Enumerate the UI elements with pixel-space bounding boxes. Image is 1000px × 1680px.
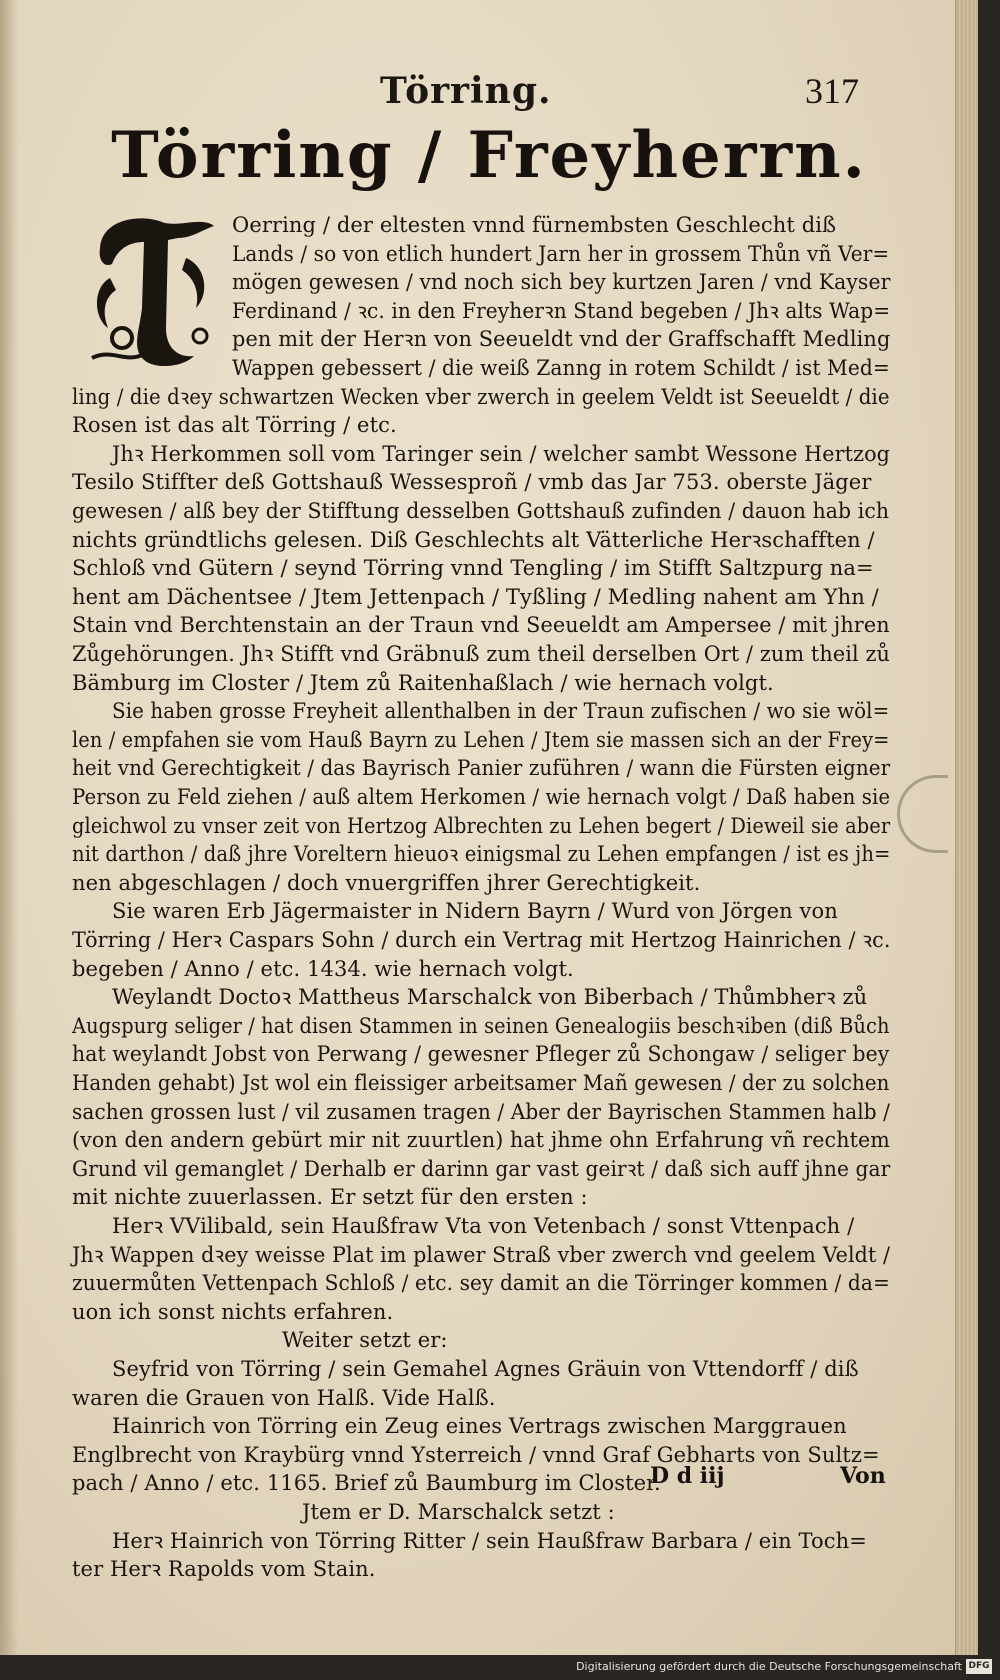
signature-mark: D d iij: [650, 1463, 725, 1489]
clip-mark: [897, 775, 948, 853]
text-line: Sie waren Erb Jägermaister in Nidern Bayrn / Wurd von Jörgen von: [112, 899, 838, 924]
gutter-shadow: [0, 0, 18, 1655]
text-line: Sie haben grosse Freyheit allenthalben in der Traun zufischen / wo sie wöl=: [112, 699, 890, 724]
text-line: Schloß vnd Gütern / seynd Törring vnnd Tengling / im Stifft Saltzpurg na=: [72, 556, 874, 581]
text-line: len / empfahen sie vom Hauß Bayrn zu Lehen / Jtem sie massen sich an der Frey=: [72, 727, 890, 752]
text-line: sachen grossen lust / vil zusamen tragen / Aber der Bayrischen Stammen halb /: [72, 1099, 891, 1124]
decorated-initial: [82, 208, 222, 370]
text-line: nit darthon / daß jhre Voreltern hieuoꝛ einigsmal zu Lehen empfangen / ist es jh=: [72, 842, 891, 867]
dfg-logo-icon: DFG: [966, 1659, 992, 1674]
text-line: gewesen / alß bey der Stifftung desselben Gottshauß zufinden / dauon hab ich: [72, 499, 890, 523]
text-line: gleichwol zu vnser zeit von Hertzog Albrechten zu Lehen begert / Dieweil sie aber: [72, 813, 891, 838]
funding-credit: Digitalisierung gefördert durch die Deutsche Forschungsgemeinschaft: [576, 1660, 962, 1673]
text-line: Grund vil gemanglet / Derhalb er darinn gar vast geirꝛt / daß sich auff jhne gar: [72, 1156, 891, 1181]
text-line: Ferdinand / ꝛc. in den Freyherꝛn Stand begeben / Jhꝛ alts Wap=: [232, 298, 891, 323]
text-line: Tesilo Stiffter deß Gottshauß Wessesproñ / vmb das Jar 753. oberste Jäger: [72, 470, 872, 495]
text-line: Weylandt Doctoꝛ Mattheus Marschalck von Biberbach / Thůmbherꝛ zů: [112, 985, 868, 1010]
text-line: ter Herꝛ Rapolds vom Stain.: [72, 1557, 376, 1582]
text-line: Weiter setzt er:: [282, 1328, 448, 1353]
text-line: nichts gründtlichs gelesen. Diß Geschlechts alt Vätterliche Herꝛschafften /: [72, 527, 875, 552]
text-line: Wappen gebessert / die weiß Zanng in rotem Schildt / ist Med=: [232, 356, 890, 380]
text-line: zuuermůten Vettenpach Schloß / etc. sey damit an die Törringer kommen / da=: [72, 1271, 890, 1296]
text-line: hent am Dächentsee / Jtem Jettenpach / Tyßling / Medling nahent am Yhn /: [72, 584, 879, 609]
text-line: ling / die dꝛey schwartzen Wecken vber zwerch in geelem Veldt ist Seeueldt / die: [72, 384, 890, 409]
text-line: uon ich sonst nichts erfahren.: [72, 1299, 394, 1324]
text-line: Herꝛ Hainrich von Törring Ritter / sein Haußfraw Barbara / ein Toch=: [112, 1528, 867, 1553]
text-line: Seyfrid von Törring / sein Gemahel Agnes Gräuin von Vttendorff / diß: [112, 1357, 859, 1381]
text-line: nen abgeschlagen / doch vnuergriffen jhrer Gerechtigkeit.: [72, 870, 701, 895]
text-line: waren die Grauen von Halß. Vide Halß.: [72, 1385, 496, 1410]
text-line: mit nichte zuuerlassen. Er setzt für den ersten :: [72, 1185, 588, 1210]
text-line: Stain vnd Berchtenstain an der Traun vnd Seeueldt am Ampersee / mit jhren: [72, 613, 890, 638]
text-line: Törring / Herꝛ Caspars Sohn / durch ein Vertrag mit Hertzog Hainrichen / ꝛc.: [72, 928, 891, 952]
text-line: Person zu Feld ziehen / auß altem Herkomen / wie hernach volgt / Daß haben sie: [72, 785, 891, 809]
text-line: hat weylandt Jobst von Perwang / gewesner Pfleger zů Schongaw / seliger bey: [72, 1042, 890, 1067]
text-line: Oerring / der eltesten vnnd fürnembsten Geschlecht diß: [232, 213, 837, 237]
text-line: Lands / so von etlich hundert Jarn her in grossem Thůn vñ Ver=: [232, 241, 890, 266]
text-line: Herꝛ VVilibald, sein Haußfraw Vta von Vetenbach / sonst Vttenpach /: [112, 1214, 855, 1238]
text-line: begeben / Anno / etc. 1434. wie hernach volgt.: [72, 956, 574, 981]
text-line: Jhꝛ Wappen dꝛey weisse Plat im plawer Straß vber zwerch vnd geelem Veldt /: [72, 1242, 891, 1267]
text-line: Rosen ist das alt Törring / etc.: [72, 413, 397, 438]
page-title: Törring / Freyherrn.: [111, 118, 867, 193]
page-edges: [955, 0, 978, 1655]
text-line: heit vnd Gerechtigkeit / das Bayrisch Panier zuführen / wann die Fürsten eigner: [72, 756, 891, 781]
text-line: Englbrecht von Kraybürg vnnd Ysterreich / vnnd Graf Gebharts von Sultz=: [72, 1442, 880, 1467]
page-footer: [0, 1463, 978, 1497]
text-line: pach / Anno / etc. 1165. Brief zů Baumburg im Closter.: [72, 1471, 661, 1496]
text-line: Hainrich von Törring ein Zeug eines Vertrags zwischen Marggrauen: [112, 1414, 847, 1439]
text-line: mögen gewesen / vnd noch sich bey kurtzen Jaren / vnd Kayser: [232, 270, 891, 295]
text-line: Augspurg seliger / hat disen Stammen in seinen Genealogiis beschꝛiben (diß Bůch: [72, 1013, 890, 1038]
text-line: Jhꝛ Herkommen soll vom Taringer sein / welcher sambt Wessone Hertzog: [112, 441, 891, 466]
catchword: Von: [840, 1463, 886, 1489]
text-line: Handen gehabt) Jst wol ein fleissiger arbeitsamer Mañ gewesen / der zu solchen: [72, 1071, 890, 1095]
page-number: 317: [805, 71, 859, 111]
text-line: Bämburg im Closter / Jtem zů Raitenhaßlach / wie hernach volgt.: [72, 670, 774, 695]
credit-bar: [0, 1655, 1000, 1680]
running-head: [0, 70, 978, 120]
running-title: Törring.: [380, 70, 552, 112]
text-line: pen mit der Herꝛn von Seeueldt vnd der Graffschafft Medling: [232, 327, 891, 352]
text-line: Zůgehörungen. Jhꝛ Stifft vnd Gräbnuß zum theil derselben Ort / zum theil zů: [72, 642, 891, 666]
text-line: Jtem er D. Marschalck setzt :: [302, 1500, 615, 1524]
text-line: (von den andern gebürt mir nit zuurtlen) hat jhme ohn Erfahrung vñ rechtem: [72, 1128, 890, 1153]
